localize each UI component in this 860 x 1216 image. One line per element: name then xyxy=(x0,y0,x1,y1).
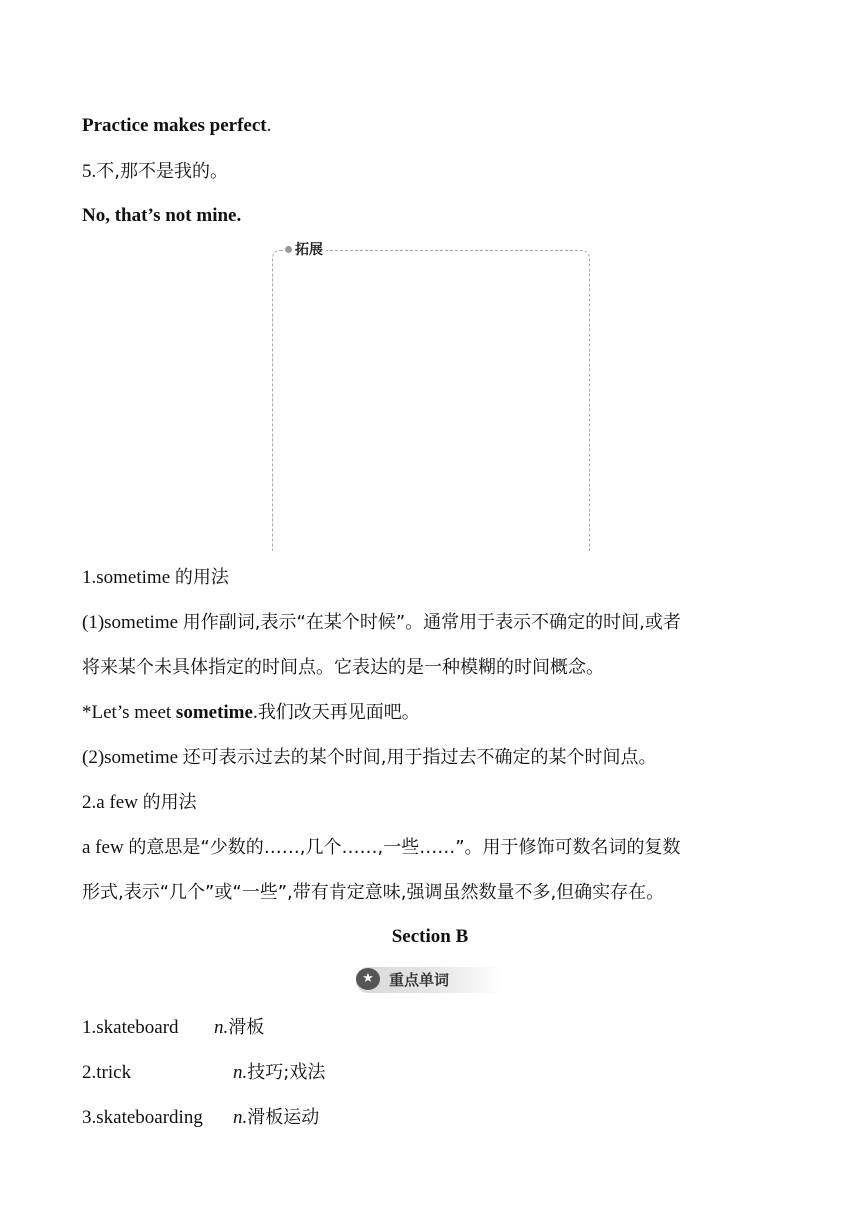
part-of-speech: n. xyxy=(233,1107,248,1128)
note-heading-2 xyxy=(82,791,197,815)
item-number: 5. xyxy=(82,161,97,182)
paragraph-number: (1)sometime xyxy=(82,612,183,633)
answer-word: No xyxy=(82,205,106,226)
word-meaning: 技巧;戏法 xyxy=(247,1062,326,1083)
note-paragraph-3-cont xyxy=(82,881,664,905)
word-meaning: 滑板运动 xyxy=(247,1107,320,1128)
example-translation: 我们改天再见面吧。 xyxy=(257,702,420,723)
word-item xyxy=(82,1061,326,1085)
heading-number: 1.sometime xyxy=(82,567,175,588)
answer-rest: , that’s not mine. xyxy=(105,205,242,226)
key-words-banner xyxy=(356,967,502,993)
item-5-english xyxy=(82,204,241,228)
sentence-text: Practice makes perfect xyxy=(82,115,267,136)
heading-text: 的用法 xyxy=(174,567,229,588)
word-definition xyxy=(233,1061,325,1085)
example-punct: . xyxy=(252,702,258,723)
part-of-speech: n. xyxy=(214,1017,229,1038)
paragraph-text: 还可表示过去的某个时间,用于指过去不确定的某个时间点。 xyxy=(182,747,657,768)
note-paragraph-3 xyxy=(82,836,681,860)
paragraph-text: 将来某个未具体指定的时间点。它表达的是一种模糊的时间概念。 xyxy=(82,657,604,678)
word-definition xyxy=(214,1016,264,1040)
expand-label xyxy=(283,241,326,259)
paragraph-text: 用作副词,表示“在某个时候”。通常用于表示不确定的时间,或者 xyxy=(182,612,681,633)
note-paragraph-1-cont xyxy=(82,656,604,680)
word-item xyxy=(82,1106,320,1130)
sentence-punct: . xyxy=(266,115,272,136)
star-chat-icon: ★ xyxy=(356,968,380,990)
example-sentence xyxy=(82,701,420,725)
note-paragraph-1 xyxy=(82,611,681,635)
example-keyword: sometime xyxy=(175,702,253,723)
word-term: 1.skateboard xyxy=(82,1017,179,1038)
item-5-chinese xyxy=(82,160,228,184)
part-of-speech: n. xyxy=(233,1062,248,1083)
section-title: Section B xyxy=(391,926,469,947)
word-term: 2.trick xyxy=(82,1062,132,1083)
expand-label-text: 拓展 xyxy=(295,242,323,258)
english-sentence xyxy=(82,114,271,138)
bullet-dot-icon xyxy=(285,246,292,253)
note-heading-1 xyxy=(82,566,229,590)
heading-text: 的用法 xyxy=(142,792,197,813)
word-item xyxy=(82,1016,265,1040)
word-term: 3.skateboarding xyxy=(82,1107,203,1128)
note-paragraph-2 xyxy=(82,746,657,770)
banner-label: 重点单词 xyxy=(389,971,450,989)
paragraph-number: a few xyxy=(82,837,129,858)
example-text: *Let’s meet xyxy=(82,702,176,723)
paragraph-number: (2)sometime xyxy=(82,747,183,768)
word-meaning: 滑板 xyxy=(228,1017,265,1038)
expand-box xyxy=(272,250,590,551)
paragraph-text: 形式,表示“几个”或“一些”,带有肯定意味,强调虽然数量不多,但确实存在。 xyxy=(82,882,665,903)
word-definition xyxy=(233,1106,319,1130)
paragraph-text: 的意思是“少数的……,几个……,一些……”。用于修饰可数名词的复数 xyxy=(128,837,681,858)
heading-number: 2.a few xyxy=(82,792,143,813)
item-text: 不,那不是我的。 xyxy=(96,161,228,182)
